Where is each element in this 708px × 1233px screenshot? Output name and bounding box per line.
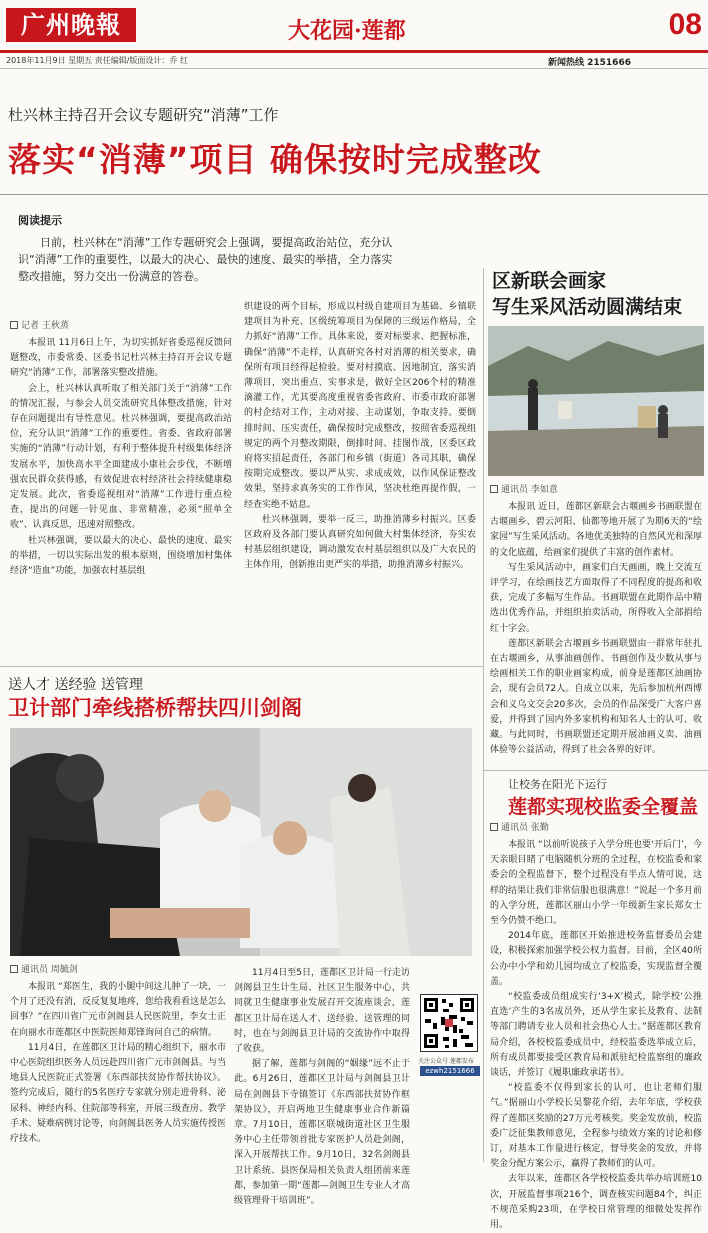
paragraph: 写生采风活动中，画家们白天画画，晚上交流互评学习，在绘画技艺方面取得了不同程度的提高和收获，完成了多幅写生作品。书画联盟在此期作品中精选出优秀作品，并组织拍卖活动，所得收入全部捐给红十字会。: [490, 562, 702, 634]
side1-photo: [488, 326, 704, 476]
qr-code[interactable]: [420, 994, 478, 1052]
header-rule: [0, 68, 708, 69]
side1-photo-caption: [490, 482, 558, 495]
paragraph: 2014年底，莲都区开始推进校务监督委员会建设，积极探索加强学校公权力监督。目前，全区40所公办中小学和幼儿园均成立了校监委，实现监督全覆盖。: [490, 931, 702, 987]
main-byline: [10, 318, 69, 331]
paragraph: 11月4日，在莲都区卫计局的精心组织下，丽水市中心医院组织医务人员远赴四川省广元市剑阁县。与当地县人民医院正式签署《东西部扶贫协作帮扶协议》。签约完成后，随行的5名医疗专家就分别走进骨科、泌尿科、神经内科、住院部等科室，开展三级查房、教学手术、疑难病例讨论等，向剑阁县医务人员实施传授医疗技术。: [10, 1042, 227, 1145]
qr-account-id: ezwh2151666: [420, 1066, 480, 1076]
paragraph: 11月4日至5日，莲都区卫计局一行走访剑阁县卫生计生局、社区卫生服务中心，共同就卫生健康事业发展召开交流座谈会，莲都区卫计局在送人才、送经验、送管理的同时，也在与剑阁县卫计局的交流协作中取得了收获。: [234, 968, 410, 1055]
riverside-painting-scene-image: [488, 326, 704, 476]
paragraph: 杜兴林强调，要以最大的决心、最快的速度、最实的举措，一切以实际出发的根本原则，围绕增加村集体经济“造血”功能，加强农村基层组: [10, 535, 232, 577]
side1-photo-caption-text: 通讯员 李如意: [501, 485, 558, 495]
masthead-divider: [0, 50, 708, 53]
paragraph: 去年以来，莲都区各学校校监委共举办培训班10次，开展监督事项216个，调查核实问题84个，纠正不规范采购23项，在学校日常管理的细微处发挥作用。: [490, 1174, 702, 1231]
main-kicker: 杜兴林主持召开会议专题研究“消薄”工作: [8, 106, 279, 124]
paragraph: 本报讯 “以前听说孩子入学分班也要‘开后门’，今天亲眼目睹了电脑随机分班的全过程，在校监委和家委会的全程监督下，整个过程没有半点人情可说，这样的结果让我们非常信服也很满意！”说起一个多月前的入学分班，莲都区丽山小学一年级新生家长郑女士至今仍赞不绝口。: [490, 840, 702, 927]
bottom-column-divider: [483, 666, 484, 1162]
side1-headline-line2: 写生采风活动圆满结束: [492, 296, 683, 318]
qr-code-icon: [421, 995, 477, 1051]
section-brand-title: 大花园·莲都: [288, 18, 406, 44]
side1-headline-line1: 区新联会画家: [492, 270, 607, 292]
paragraph: 莲都区新联会古堰画乡书画联盟由一群常年驻扎在古堰画乡，从事油画创作、书画创作及少数从事与绘画相关工作的职业画家构成，前身是莲都区油画协会，现有会员72人。自成立以来，先后参加杭州西博会和义乌文交会20多次，会员的作品深受广大客户喜爱，并得到了国内外多家机构和知名人士的认可、收藏。与此同时，书画联盟还定期开展油画义卖、油画体验等公益活动，得到了社会各界的好评。: [490, 638, 702, 756]
lead-text: 日前，杜兴林在“消薄”工作专题研究会上强调，要提高政治站位，充分认识“消薄”工作的重要性，以最大的决心、最快的速度、最实的举措，全力落实整改措施，努力交出一份满意的答卷。: [18, 236, 393, 283]
caption-marker-icon: [490, 485, 498, 493]
side2-kicker: 让校务在阳光下运行: [508, 778, 607, 791]
main-headline: 落实“消薄”项目 确保按时完成整改: [8, 140, 542, 179]
bottom-photo-caption: [10, 962, 78, 975]
column-divider: [483, 268, 484, 666]
caption-marker-icon: [10, 965, 18, 973]
side2-headline: 莲都实现校监委全覆盖: [508, 796, 699, 818]
byline-marker-icon: [10, 321, 18, 329]
paragraph: “校监委成员组成实行‘3+X’模式，除学校‘公推直选’产生的3名成员外，还从学生家长及教育、法制等部门聘请专业人员和社会热心人士。”据莲都区教育局介绍，各校校监委成员中，经校监委选举成立后，所有成员都要接受区教育局和派驻纪检监察组的廉政谈话，并签订《履职廉政承诺书》。: [490, 992, 702, 1079]
page-number: 08: [668, 8, 702, 41]
headline-rule: [0, 194, 708, 195]
bottom-col2: [234, 966, 410, 1209]
paragraph: 据了解，莲都与剑阁的“姻缘”远不止于此。6月26日，莲都区卫计局与剑阁县卫计局在剑阁县下寺镇签订《东西部扶贫协作框架协议》，开启两地卫生健康事业合作新篇章。7月10日，莲都区联城街道社区卫生服务中心主任带领首批专家医护人员赴剑阁，深入开展帮扶工作。9月10日，32名剑阁县卫计系统、县医保局相关负责人组团前来莲都，参加第一期“莲都—剑阁卫生专业人才高级管理骨干培训班”。: [234, 1059, 410, 1207]
lead-title: 阅读提示: [18, 214, 62, 227]
bottom-kicker: 送人才 送经验 送管理: [8, 677, 143, 693]
section-divider: [0, 666, 484, 667]
side2-body: [490, 838, 702, 1233]
news-hotline: 新闻热线 2151666: [548, 58, 631, 68]
right-section-divider: [484, 770, 708, 771]
paragraph: 杜兴林强调，要举一反三，助推消薄乡村振兴。区委区政府及各部门要认真研究如何做大村集体经济，夯实农村基层组织建设，调动激发农村基层组织以及广大农民的主体作用，创新推出更严实的举措，助推消薄乡村振兴。: [244, 514, 476, 571]
side2-byline-text: 通讯员 张勤: [501, 823, 549, 833]
paragraph: 本报讯 11月6日上午，为切实抓好省委巡视反馈问题整改，市委常委、区委书记杜兴林主持召开会议专题研究“消薄”工作，部署落实整改措施。: [10, 338, 232, 379]
paragraph: 织建设的两个目标，形成以村级自建项目为基础、乡镇联建项目为补充、区级统筹项目为保障的三级运作格局，全力抓好“消薄”工作。具体来说，要对标要求、把握标准，确保“消薄”不走样，认真研究各村对消薄的相关要求，确保所有项目经得起检验。要对村摸底、因地制宜，落实消薄项目，突出重点、实事求是，做好全区206个村的精准滴灌工作，尤其要高度重视省委省政府、市委市政府部署的村企结对工作，主动对接、主动谋划，争取支持。要倒排时间、压实责任，确保按时完成整改，按照省委巡视组规定的两个月整改期限，倒排时间、挂图作战，区委区政府将实招起责任，各部门和乡镇（街道）各司其职，确保按期完成整改。要以严从实、求成成效，以作风保证整改效果，坚持求真务实的工作作风，坚决杜绝再提作假，一经查实绝不姑息。: [244, 302, 476, 510]
bottom-col1: [10, 980, 226, 1147]
main-byline-text: 记者 王秋蒸: [21, 321, 69, 331]
bottom-photo-caption-text: 通讯员 周毓剑: [21, 965, 78, 975]
side1-body: [490, 500, 702, 758]
main-article-col1: [10, 336, 232, 579]
bottom-headline: 卫计部门牵线搭桥帮扶四川剑阁: [8, 696, 302, 720]
paragraph: “校监委不仅得到家长的认可，也让老师们服气。”据丽山小学校长吴黎花介绍，去年年底，学校获得了莲都区奖励的27万元考核奖。奖金发放前，校监委广泛征集教师意见，全程参与绩效方案的讨论和修订，对基本工作量进行核定，督导奖金的发放，并将奖金分配方案公示，赢得了教师们的认可。: [490, 1083, 702, 1170]
byline-marker-icon: [490, 823, 498, 831]
qr-caption: 关注公众号 莲都发布: [418, 1058, 474, 1065]
doctors-examining-patient-image: [10, 728, 472, 956]
paragraph: 会上，杜兴林认真听取了相关部门关于“消薄”工作的情况汇报，与参会人员交流研究具体整改措施，针对存在问题提出有导性意见。杜兴林强调，要提高政治站位，充分认识“消薄”工作的重要性。省委、省政府部署实施的“消薄”行动计划，有利于整体提升村级集体经济发展水平，加快高水平全面建成小康社会步伐，不断增强农民群众获得感，有效促进农村经济社会持续健康稳定发展。此次，省委巡视组对“消薄”工作进行重点检查，提出的问题一针见血、非常精准，必须“照单全收”、认真反思，迅速对照整改。: [10, 383, 232, 531]
side2-byline: [490, 820, 549, 833]
main-article-col2: [244, 300, 476, 574]
bottom-photo: [10, 728, 472, 956]
dateline: 2018年11月9日 星期五 责任编辑/版面设计：乔 红: [6, 56, 188, 65]
newspaper-logo: 广州晚報: [6, 8, 136, 42]
paragraph: 本报讯 近日，莲都区新联会古堰画乡书画联盟在古堰画乡、碧云河阳、仙都等地开展了为期6天的“绘家园”写生采风活动。各地优美独特的自然风光和深厚的文化底蕴，给画家们提供了丰富的创作素材。: [490, 502, 702, 558]
paragraph: 本报讯 “郑医生，我的小腿中间这儿肿了一块，一个月了还没有消，反反复复地疼，您给我看看这是怎么回事？”在四川省广元市剑阁县人民医院里，李女士正在向丽水市莲都区中医院医师郑锋询问自己的病情。: [10, 982, 227, 1038]
